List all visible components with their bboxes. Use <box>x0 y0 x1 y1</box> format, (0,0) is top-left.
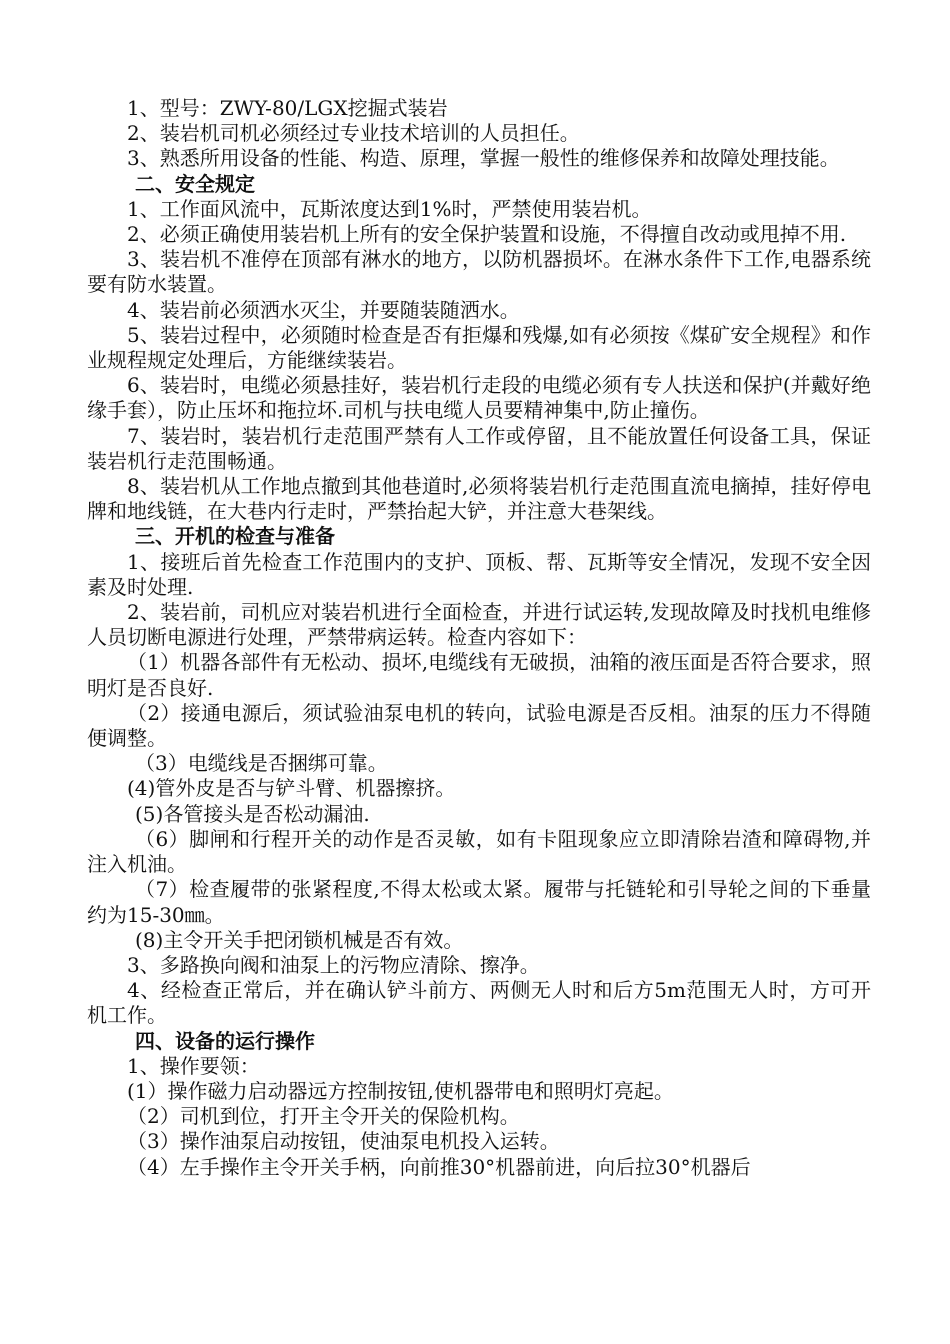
paragraph: 4、装岩前必须洒水灭尘，并要随装随洒水。 <box>127 297 520 322</box>
section-heading: 四、设备的运行操作 <box>135 1028 315 1053</box>
document-body <box>87 96 871 1180</box>
paragraph: 3、装岩机不准停在顶部有淋水的地方，以防机器损坏。在淋水条件下工作,电器系统要有防水装置。 <box>87 247 871 297</box>
paragraph: （1）机器各部件有无松动、损坏,电缆线有无破损，油箱的液压面是否符合要求，照明灯是否良好. <box>87 650 871 700</box>
paragraph: (8)主令开关手把闭锁机械是否有效。 <box>135 927 464 952</box>
paragraph: 1、操作要领： <box>127 1053 260 1078</box>
paragraph: 1、型号：ZWY-80/LGX挖掘式装岩 <box>127 96 448 120</box>
section-heading: 三、开机的检查与准备 <box>135 524 335 549</box>
paragraph: 2、必须正确使用装岩机上所有的安全保护装置和设施，不得擅自改动或甩掉不用. <box>127 222 847 247</box>
paragraph: （6）脚闸和行程开关的动作是否灵敏，如有卡阻现象应立即清除岩渣和障碍物,并注入机油。 <box>87 826 871 877</box>
paragraph: (1）操作磁力启动器远方控制按钮,使机器带电和照明灯亮起。 <box>127 1078 674 1103</box>
paragraph: 2、装岩前，司机应对装岩机进行全面检查，并进行试运转,发现故障及时找机电维修人员切断电源进行处理，严禁带病运转。检查内容如下： <box>87 600 871 650</box>
paragraph: 6、装岩时，电缆必须悬挂好，装岩机行走段的电缆必须有专人扶送和保护(并戴好绝缘手套），防止压坏和拖拉坏.司机与扶电缆人员要精神集中,防止撞伤。 <box>87 373 871 423</box>
paragraph: （2）司机到位，打开主令开关的保险机构。 <box>127 1104 520 1129</box>
paragraph: (5)各管接头是否松动漏油. <box>135 801 370 826</box>
paragraph: 1、工作面风流中，瓦斯浓度达到1%时，严禁使用装岩机。 <box>127 196 652 221</box>
paragraph: 3、熟悉所用设备的性能、构造、原理，掌握一般性的维修保养和故障处理技能。 <box>127 146 840 171</box>
paragraph: 4、经检查正常后，并在确认铲斗前方、两侧无人时和后方5m范围无人时，方可开机工作。 <box>87 978 871 1028</box>
section-heading: 二、安全规定 <box>135 171 255 196</box>
paragraph: 1、接班后首先检查工作范围内的支护、顶板、帮、瓦斯等安全情况，发现不安全因素及时处理. <box>87 549 871 599</box>
paragraph: （2）接通电源后，须试验油泵电机的转向，试验电源是否反相。油泵的压力不得随便调整。 <box>87 700 871 751</box>
paragraph: （4）左手操作主令开关手柄，向前推30°机器前进，向后拉30°机器后 <box>127 1154 751 1179</box>
paragraph: 7、装岩时，装岩机行走范围严禁有人工作或停留，且不能放置任何设备工具，保证装岩机行走范围畅通。 <box>87 423 871 473</box>
paragraph: 3、多路换向阀和油泵上的污物应清除、擦净。 <box>127 952 540 977</box>
paragraph: （3）电缆线是否捆绑可靠。 <box>135 751 388 776</box>
paragraph: 2、装岩机司机必须经过专业技术培训的人员担任。 <box>127 121 580 146</box>
paragraph: 5、装岩过程中，必须随时检查是否有拒爆和残爆,如有必须按《煤矿安全规程》和作业规程规定处理后，方能继续装岩。 <box>87 322 871 373</box>
paragraph: 8、装岩机从工作地点撤到其他巷道时,必须将装岩机行走范围直流电摘掉，挂好停电牌和地线链，在大巷内行走时，严禁抬起大铲，并注意大巷架线。 <box>87 474 871 524</box>
paragraph: (4)管外皮是否与铲斗臂、机器擦挤。 <box>127 776 456 801</box>
paragraph: （7）检查履带的张紧程度,不得太松或太紧。履带与托链轮和引导轮之间的下垂量约为15-30㎜。 <box>87 877 871 927</box>
paragraph: （3）操作油泵启动按钮，使油泵电机投入运转。 <box>127 1129 560 1154</box>
